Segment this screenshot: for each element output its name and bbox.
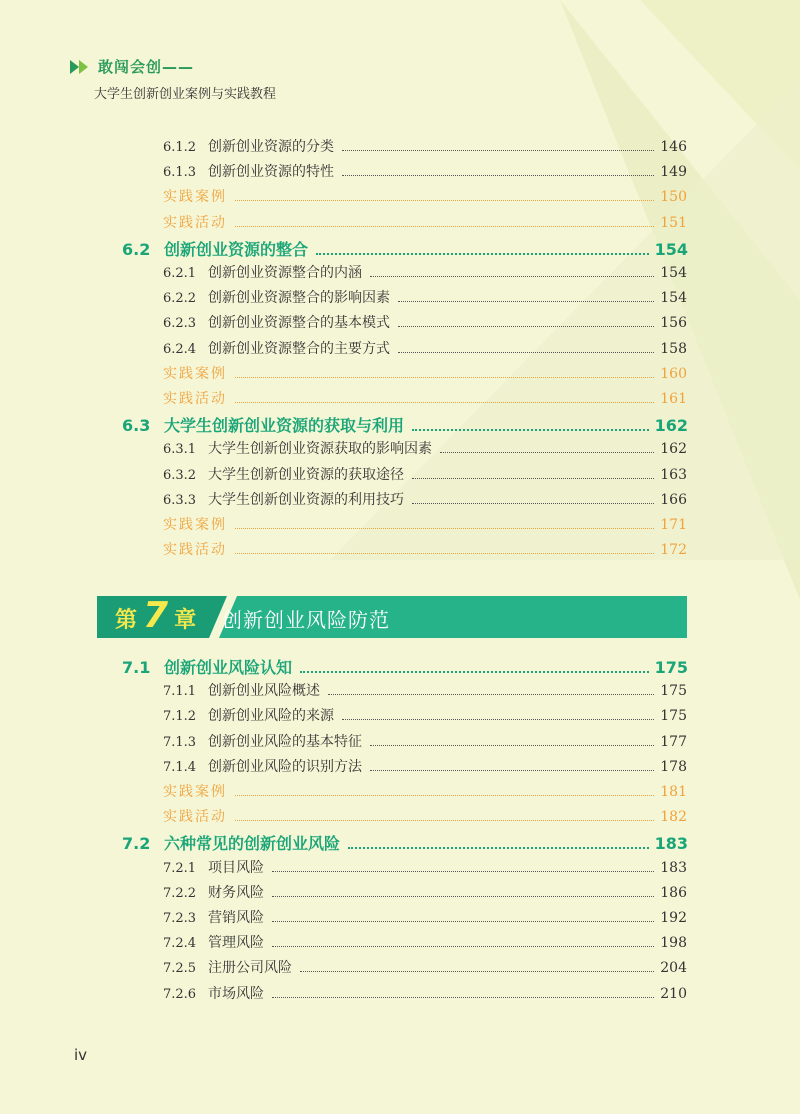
toc-entry-number: 6.3.2 <box>163 467 197 483</box>
toc-entry-page: 183 <box>654 834 688 854</box>
toc-subsection-row[interactable] <box>163 705 687 725</box>
toc-entry-title: 创新创业风险的识别方法 <box>208 758 362 775</box>
dot-leader <box>235 528 654 529</box>
toc-entry-page: 162 <box>654 416 688 436</box>
dot-leader <box>316 253 649 255</box>
toc-practice-row[interactable] <box>163 514 687 534</box>
toc-section-row[interactable] <box>122 831 688 854</box>
toc-entry-title: 大学生创新创业资源获取的影响因素 <box>208 441 432 458</box>
toc-subsection-row[interactable] <box>163 957 687 977</box>
toc-entry-page: 154 <box>660 265 687 281</box>
dot-leader <box>272 997 654 998</box>
toc-entry-page: 183 <box>660 859 687 876</box>
dot-leader <box>398 352 654 353</box>
toc-section-row[interactable] <box>122 237 688 260</box>
toc-entry-page: 151 <box>660 214 687 231</box>
book-subtitle: 大学生创新创业案例与实践教程 <box>94 87 277 102</box>
page-number: iv <box>74 1046 88 1064</box>
toc-practice-row[interactable] <box>163 186 687 206</box>
toc-entry-title: 项目风险 <box>208 859 264 876</box>
dot-leader <box>412 503 654 504</box>
toc-entry-title: 实践案例 <box>163 784 227 800</box>
toc-entry-number: 6.2.3 <box>163 316 197 332</box>
toc-entry-title: 实践案例 <box>163 365 227 382</box>
toc-entry-title: 创新创业资源整合的主要方式 <box>208 340 390 357</box>
toc-subsection-row[interactable] <box>163 161 687 181</box>
toc-entry-page: 192 <box>660 910 687 926</box>
toc-entry-number: 6.2.2 <box>163 291 197 307</box>
toc-entry-title: 营销风险 <box>208 910 264 926</box>
toc-subsection-row[interactable] <box>163 338 687 358</box>
chapter-banner <box>97 596 687 638</box>
toc-entry-title: 市场风险 <box>208 985 264 1002</box>
toc-entry-page: 163 <box>660 466 687 483</box>
dot-leader <box>272 946 654 947</box>
toc-subsection-row[interactable] <box>163 983 687 1003</box>
toc-practice-row[interactable] <box>163 806 687 826</box>
toc-entry-page: 156 <box>660 315 687 332</box>
toc-entry-title: 创新创业风险认知 <box>164 658 293 677</box>
dot-leader <box>440 452 654 453</box>
toc-entry-number: 7.2 <box>122 834 151 854</box>
toc-practice-row[interactable] <box>163 539 687 559</box>
toc-subsection-row[interactable] <box>163 287 687 307</box>
chapter-title: 创新创业风险防范 <box>222 608 390 632</box>
double-arrow-logo-icon <box>70 58 92 76</box>
toc-subsection-row[interactable] <box>163 932 687 952</box>
toc-entry-number: 6.3.1 <box>163 442 197 458</box>
toc-entry-title: 实践案例 <box>163 189 227 206</box>
toc-entry-number: 7.2.5 <box>163 961 197 977</box>
dot-leader <box>235 553 654 554</box>
dot-leader <box>398 301 654 302</box>
toc-entry-page: 158 <box>660 340 687 357</box>
dot-leader <box>235 402 654 403</box>
toc-entry-title: 创新创业资源的特性 <box>208 164 334 181</box>
toc-practice-row[interactable] <box>163 388 687 408</box>
toc-entry-page: 154 <box>654 239 688 259</box>
toc-subsection-row[interactable] <box>163 857 687 877</box>
toc-entry-number: 7.2.4 <box>163 936 197 952</box>
toc-subsection-row[interactable] <box>163 312 687 332</box>
toc-entry-page: 175 <box>660 683 687 700</box>
dot-leader <box>300 971 654 972</box>
toc-entry-title: 创新创业资源整合的内涵 <box>208 265 362 281</box>
toc-entry-page: 178 <box>660 758 687 775</box>
toc-entry-title: 创新创业风险概述 <box>208 683 320 700</box>
toc-entry-page: 175 <box>654 658 688 677</box>
chapter-number: 7 <box>143 595 169 636</box>
toc-subsection-row[interactable] <box>163 756 687 776</box>
dot-leader <box>412 429 649 431</box>
toc-entry-title: 创新创业资源的分类 <box>208 139 334 155</box>
dot-leader <box>398 326 654 327</box>
toc-entry-page: 146 <box>660 139 687 155</box>
toc-entry-number: 6.3 <box>122 416 151 436</box>
toc-entry-title: 财务风险 <box>208 884 264 901</box>
toc-entry-title: 大学生创新创业资源的获取途径 <box>208 466 404 483</box>
toc-practice-row[interactable] <box>163 781 687 801</box>
toc-entry-number: 6.1.3 <box>163 165 197 181</box>
dot-leader <box>235 200 654 201</box>
toc-entry-title: 管理风险 <box>208 935 264 952</box>
toc-entry-title: 创新创业资源的整合 <box>164 239 309 259</box>
toc-entry-number: 6.2.4 <box>163 341 197 357</box>
toc-entry-title: 创新创业资源整合的基本模式 <box>208 315 390 332</box>
dot-leader <box>235 377 654 378</box>
toc-entry-page: 154 <box>660 290 687 307</box>
toc-entry-title: 大学生创新创业资源的获取与利用 <box>164 416 405 436</box>
toc-entry-page: 175 <box>660 708 687 725</box>
dot-leader <box>412 478 654 479</box>
toc-entry-title: 实践活动 <box>163 809 227 826</box>
toc-section-row[interactable] <box>122 655 688 678</box>
toc-entry-title: 大学生创新创业资源的利用技巧 <box>208 491 404 508</box>
toc-entry-number: 7.1.4 <box>163 759 197 775</box>
toc-entry-number: 7.1.2 <box>163 709 197 725</box>
toc-subsection-row[interactable] <box>163 907 687 927</box>
toc-entry-number: 6.2.1 <box>163 266 197 281</box>
toc-practice-row[interactable] <box>163 212 687 232</box>
toc-entry-title: 创新创业风险的基本特征 <box>208 733 362 750</box>
toc-entry-number: 6.3.3 <box>163 492 197 508</box>
dot-leader <box>272 871 654 872</box>
toc-entry-number: 7.1 <box>122 658 151 677</box>
dot-leader <box>272 921 654 922</box>
toc-subsection-row[interactable] <box>163 882 687 902</box>
toc-entry-title: 创新创业资源整合的影响因素 <box>208 290 390 307</box>
toc-entry-page: 160 <box>660 365 687 382</box>
toc-entry-page: 204 <box>660 960 687 977</box>
toc-entry-title: 实践活动 <box>163 214 227 231</box>
dot-leader <box>235 226 654 227</box>
toc-entry-page: 171 <box>660 517 687 533</box>
book-header <box>70 56 276 102</box>
dot-leader <box>370 745 654 746</box>
toc-subsection-row[interactable] <box>163 262 687 282</box>
toc-entry-number: 7.2.6 <box>163 986 197 1002</box>
toc-subsection-row[interactable] <box>163 464 687 484</box>
dot-leader <box>328 694 654 695</box>
toc-entry-page: 181 <box>660 784 687 800</box>
dot-leader <box>300 671 649 673</box>
toc-entry-number: 7.1.1 <box>163 684 197 700</box>
toc-entry-title: 六种常见的创新创业风险 <box>164 834 341 854</box>
toc-entry-number: 7.2.2 <box>163 885 197 901</box>
toc-entry-page: 162 <box>660 441 687 458</box>
toc-entry-page: 182 <box>660 809 687 826</box>
toc-entry-page: 172 <box>660 542 687 559</box>
toc-entry-number: 6.2 <box>122 239 151 259</box>
toc-entry-title: 实践活动 <box>163 542 227 559</box>
dot-leader <box>235 795 654 796</box>
toc-entry-page: 166 <box>660 491 687 508</box>
toc-entry-page: 198 <box>660 935 687 952</box>
toc-subsection-row[interactable] <box>163 438 687 458</box>
dot-leader <box>370 770 654 771</box>
dot-leader <box>370 276 654 277</box>
dot-leader <box>342 719 654 720</box>
dot-leader <box>235 820 654 821</box>
toc-subsection-row[interactable] <box>163 489 687 509</box>
toc-entry-title: 注册公司风险 <box>208 960 292 977</box>
toc-entry-page: 149 <box>660 164 687 181</box>
toc-entry-title: 实践案例 <box>163 517 227 533</box>
toc-subsection-row[interactable] <box>163 680 687 700</box>
dot-leader <box>272 896 654 897</box>
dot-leader <box>348 847 649 849</box>
toc-subsection-row[interactable] <box>163 136 687 156</box>
dot-leader <box>342 150 654 151</box>
toc-entry-title: 实践活动 <box>163 391 227 407</box>
toc-entry-page: 150 <box>660 189 687 206</box>
toc-entry-number: 6.1.2 <box>163 140 197 155</box>
toc-practice-row[interactable] <box>163 363 687 383</box>
toc-entry-title: 创新创业风险的来源 <box>208 708 334 725</box>
toc-entry-number: 7.2.1 <box>163 860 197 876</box>
toc-subsection-row[interactable] <box>163 731 687 751</box>
toc-entry-page: 186 <box>660 884 687 901</box>
book-brand-title: 敢闯会创—— <box>98 58 195 76</box>
toc-entry-number: 7.2.3 <box>163 911 197 926</box>
toc-section-row[interactable] <box>122 413 688 436</box>
toc-entry-page: 210 <box>660 985 687 1002</box>
toc-entry-page: 161 <box>660 391 687 407</box>
chapter-number-label: 第 7 章 <box>115 595 197 636</box>
toc-entry-page: 177 <box>660 733 687 750</box>
dot-leader <box>342 175 654 176</box>
toc-entry-number: 7.1.3 <box>163 734 197 750</box>
